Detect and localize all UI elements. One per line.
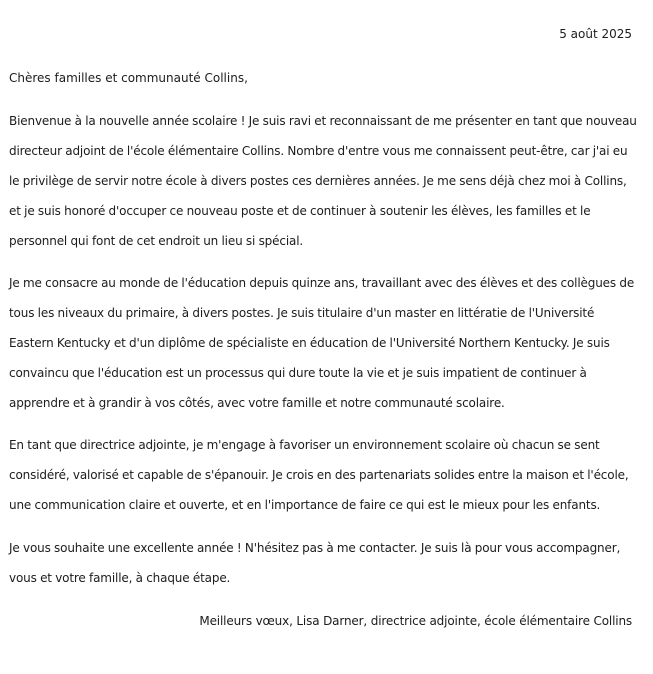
letter-salutation: Chères familles et communauté Collins, <box>9 71 248 85</box>
letter-signature: Meilleurs vœux, Lisa Darner, directrice adjointe, école élémentaire Collins <box>199 614 632 628</box>
letter-date: 5 août 2025 <box>559 27 632 41</box>
letter-paragraph-4: Je vous souhaite une excellente année ! N'hésitez pas à me contacter. Je suis là pour vous accompagner, vous et votre famille, à chaque étape. <box>9 541 621 585</box>
letter-paragraph-1: Bienvenue à la nouvelle année scolaire ! Je suis ravi et reconnaissant de me présenter en tant que nouveau directeur adjoint de l'école élémentaire Collins. Nombre d'entre vous me connaissent peut-être, car j'ai eu le privilège de servir notre école à divers postes ces dernières années. Je me sens déjà chez moi à Collins, et je suis honoré d'occuper ce nouveau poste et de continuer à soutenir les élèves, les familles et le personnel qui font de cet endroit un lieu si spécial. <box>9 114 637 248</box>
letter-paragraph-2: Je me consacre au monde de l'éducation depuis quinze ans, travaillant avec des élèves et des collègues de tous les niveaux du primaire, à divers postes. Je suis titulaire d'un master en littératie de l'Université Eastern Kentucky et d'un diplôme de spécialiste en éducation de l'Université Northern Kentucky. Je suis convaincu que l'éducation est un processus qui dure toute la vie et je suis impatient de continuer à apprendre et à grandir à vos côtés, avec votre famille et notre communauté scolaire. <box>9 276 635 410</box>
letter-paragraph-3: En tant que directrice adjointe, je m'engage à favoriser un environnement scolaire où chacun se sent considéré, valorisé et capable de s'épanouir. Je crois en des partenariats solides entre la maison et l'école, une communication claire et ouverte, et en l'importance de faire ce qui est le mieux pour les enfants. <box>9 438 629 512</box>
